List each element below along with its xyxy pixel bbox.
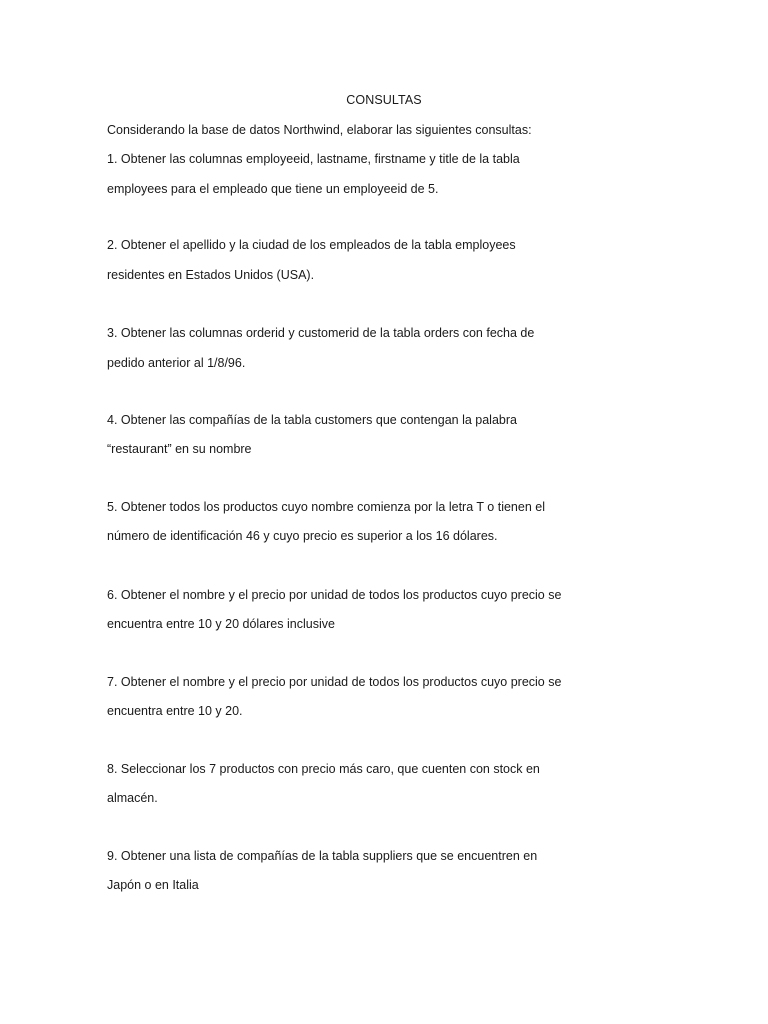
- item-4-line-1: 4. Obtener las compañías de la tabla customers que contengan la palabra: [107, 413, 517, 427]
- item-9-line-2: Japón o en Italia: [107, 878, 199, 892]
- item-8-line-2: almacén.: [107, 791, 158, 805]
- item-7-line-2: encuentra entre 10 y 20.: [107, 704, 243, 718]
- item-5-line-2: número de identificación 46 y cuyo precio es superior a los 16 dólares.: [107, 529, 498, 543]
- item-6-line-1: 6. Obtener el nombre y el precio por unidad de todos los productos cuyo precio se: [107, 588, 562, 602]
- page-title: CONSULTAS: [346, 93, 422, 107]
- item-8-line-1: 8. Seleccionar los 7 productos con precio más caro, que cuenten con stock en: [107, 762, 540, 776]
- intro-text: Considerando la base de datos Northwind, elaborar las siguientes consultas:: [107, 123, 532, 137]
- item-1-line-2: employees para el empleado que tiene un employeeid de 5.: [107, 182, 439, 196]
- item-2-line-1: 2. Obtener el apellido y la ciudad de los empleados de la tabla employees: [107, 238, 516, 252]
- item-4-line-2: “restaurant” en su nombre: [107, 442, 252, 456]
- item-7-line-1: 7. Obtener el nombre y el precio por unidad de todos los productos cuyo precio se: [107, 675, 562, 689]
- item-3-line-1: 3. Obtener las columnas orderid y customerid de la tabla orders con fecha de: [107, 326, 535, 340]
- item-6-line-2: encuentra entre 10 y 20 dólares inclusive: [107, 617, 335, 631]
- item-1-line-1: 1. Obtener las columnas employeeid, lastname, firstname y title de la tabla: [107, 152, 520, 166]
- item-5-line-1: 5. Obtener todos los productos cuyo nombre comienza por la letra T o tienen el: [107, 500, 545, 514]
- item-3-line-2: pedido anterior al 1/8/96.: [107, 356, 246, 370]
- item-2-line-2: residentes en Estados Unidos (USA).: [107, 268, 315, 282]
- item-9-line-1: 9. Obtener una lista de compañías de la tabla suppliers que se encuentren en: [107, 849, 538, 863]
